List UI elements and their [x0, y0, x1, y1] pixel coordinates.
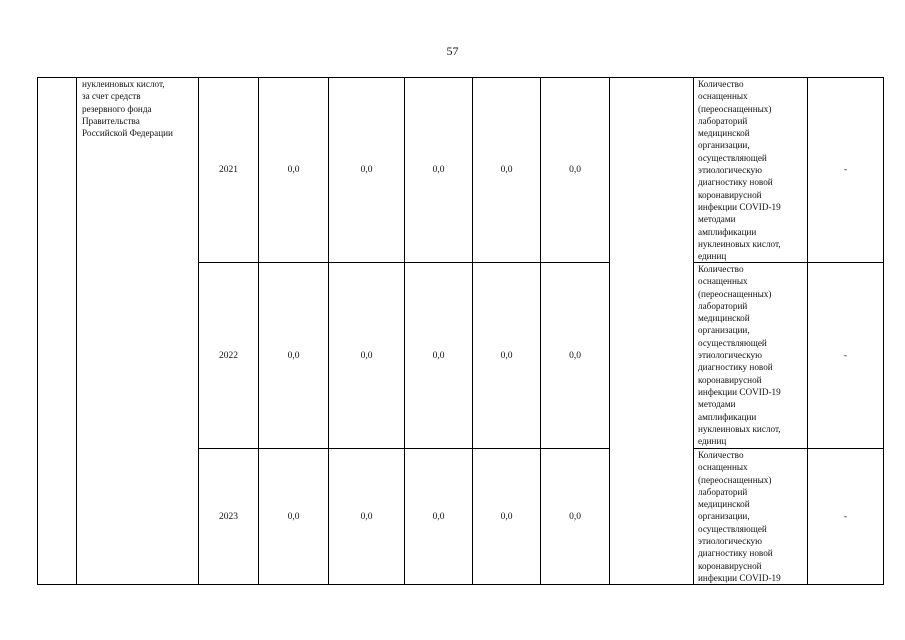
table-border	[807, 77, 808, 584]
indicator-text: Количество оснащенных (переоснащенных) лабораторий медицинской организации, осуществляющей этиологическую диагностику новой коронавирусной инфекции COVID-19 методами амплификации нуклеиновых кислот, единиц	[698, 79, 781, 262]
table-border	[883, 77, 884, 584]
indicator-text: Количество оснащенных (переоснащенных) лабораторий медицинской организации, осуществляющей этиологическую диагностику новой коронавирусной инфекции COVID-19	[698, 450, 781, 583]
value-cell: 0,0	[569, 512, 581, 522]
table-border	[258, 77, 259, 584]
year-cell: 2021	[219, 165, 238, 175]
indicator-text: Количество оснащенных (переоснащенных) лабораторий медицинской организации, осуществляющей этиологическую диагностику новой коронавирусной инфекции COVID-19 методами амплификации нуклеиновых кислот, единиц	[698, 264, 781, 447]
table-border	[37, 77, 38, 584]
value-cell: 0,0	[432, 165, 445, 175]
table-border	[472, 77, 473, 584]
value-cell: 0,0	[500, 165, 513, 175]
last-cell: -	[843, 351, 848, 361]
value-cell: 0,0	[287, 351, 300, 361]
table-border	[328, 77, 329, 584]
value-cell: 0,0	[287, 512, 300, 522]
year-cell: 2023	[219, 512, 238, 522]
page-number: 57	[446, 44, 459, 58]
value-cell: 0,0	[500, 351, 513, 361]
table-border	[693, 77, 694, 584]
value-cell: 0,0	[287, 165, 300, 175]
table-border	[76, 77, 77, 584]
table-border	[198, 77, 199, 584]
year-cell: 2022	[219, 351, 238, 361]
value-cell: 0,0	[360, 165, 373, 175]
row-description: нуклеиновых кислот, за счет средств резервного фонда Правительства Российской Федерации	[82, 79, 173, 139]
table-border	[198, 262, 609, 263]
last-cell: -	[843, 165, 848, 175]
value-cell: 0,0	[360, 512, 373, 522]
value-cell: 0,0	[500, 512, 513, 522]
table-border	[404, 77, 405, 584]
table-border	[540, 77, 541, 584]
value-cell: 0,0	[432, 512, 445, 522]
value-cell: 0,0	[360, 351, 373, 361]
last-cell: -	[843, 512, 848, 522]
table-border	[609, 77, 610, 584]
value-cell: 0,0	[569, 165, 581, 175]
value-cell: 0,0	[432, 351, 445, 361]
table-border	[198, 448, 609, 449]
value-cell: 0,0	[569, 351, 581, 361]
